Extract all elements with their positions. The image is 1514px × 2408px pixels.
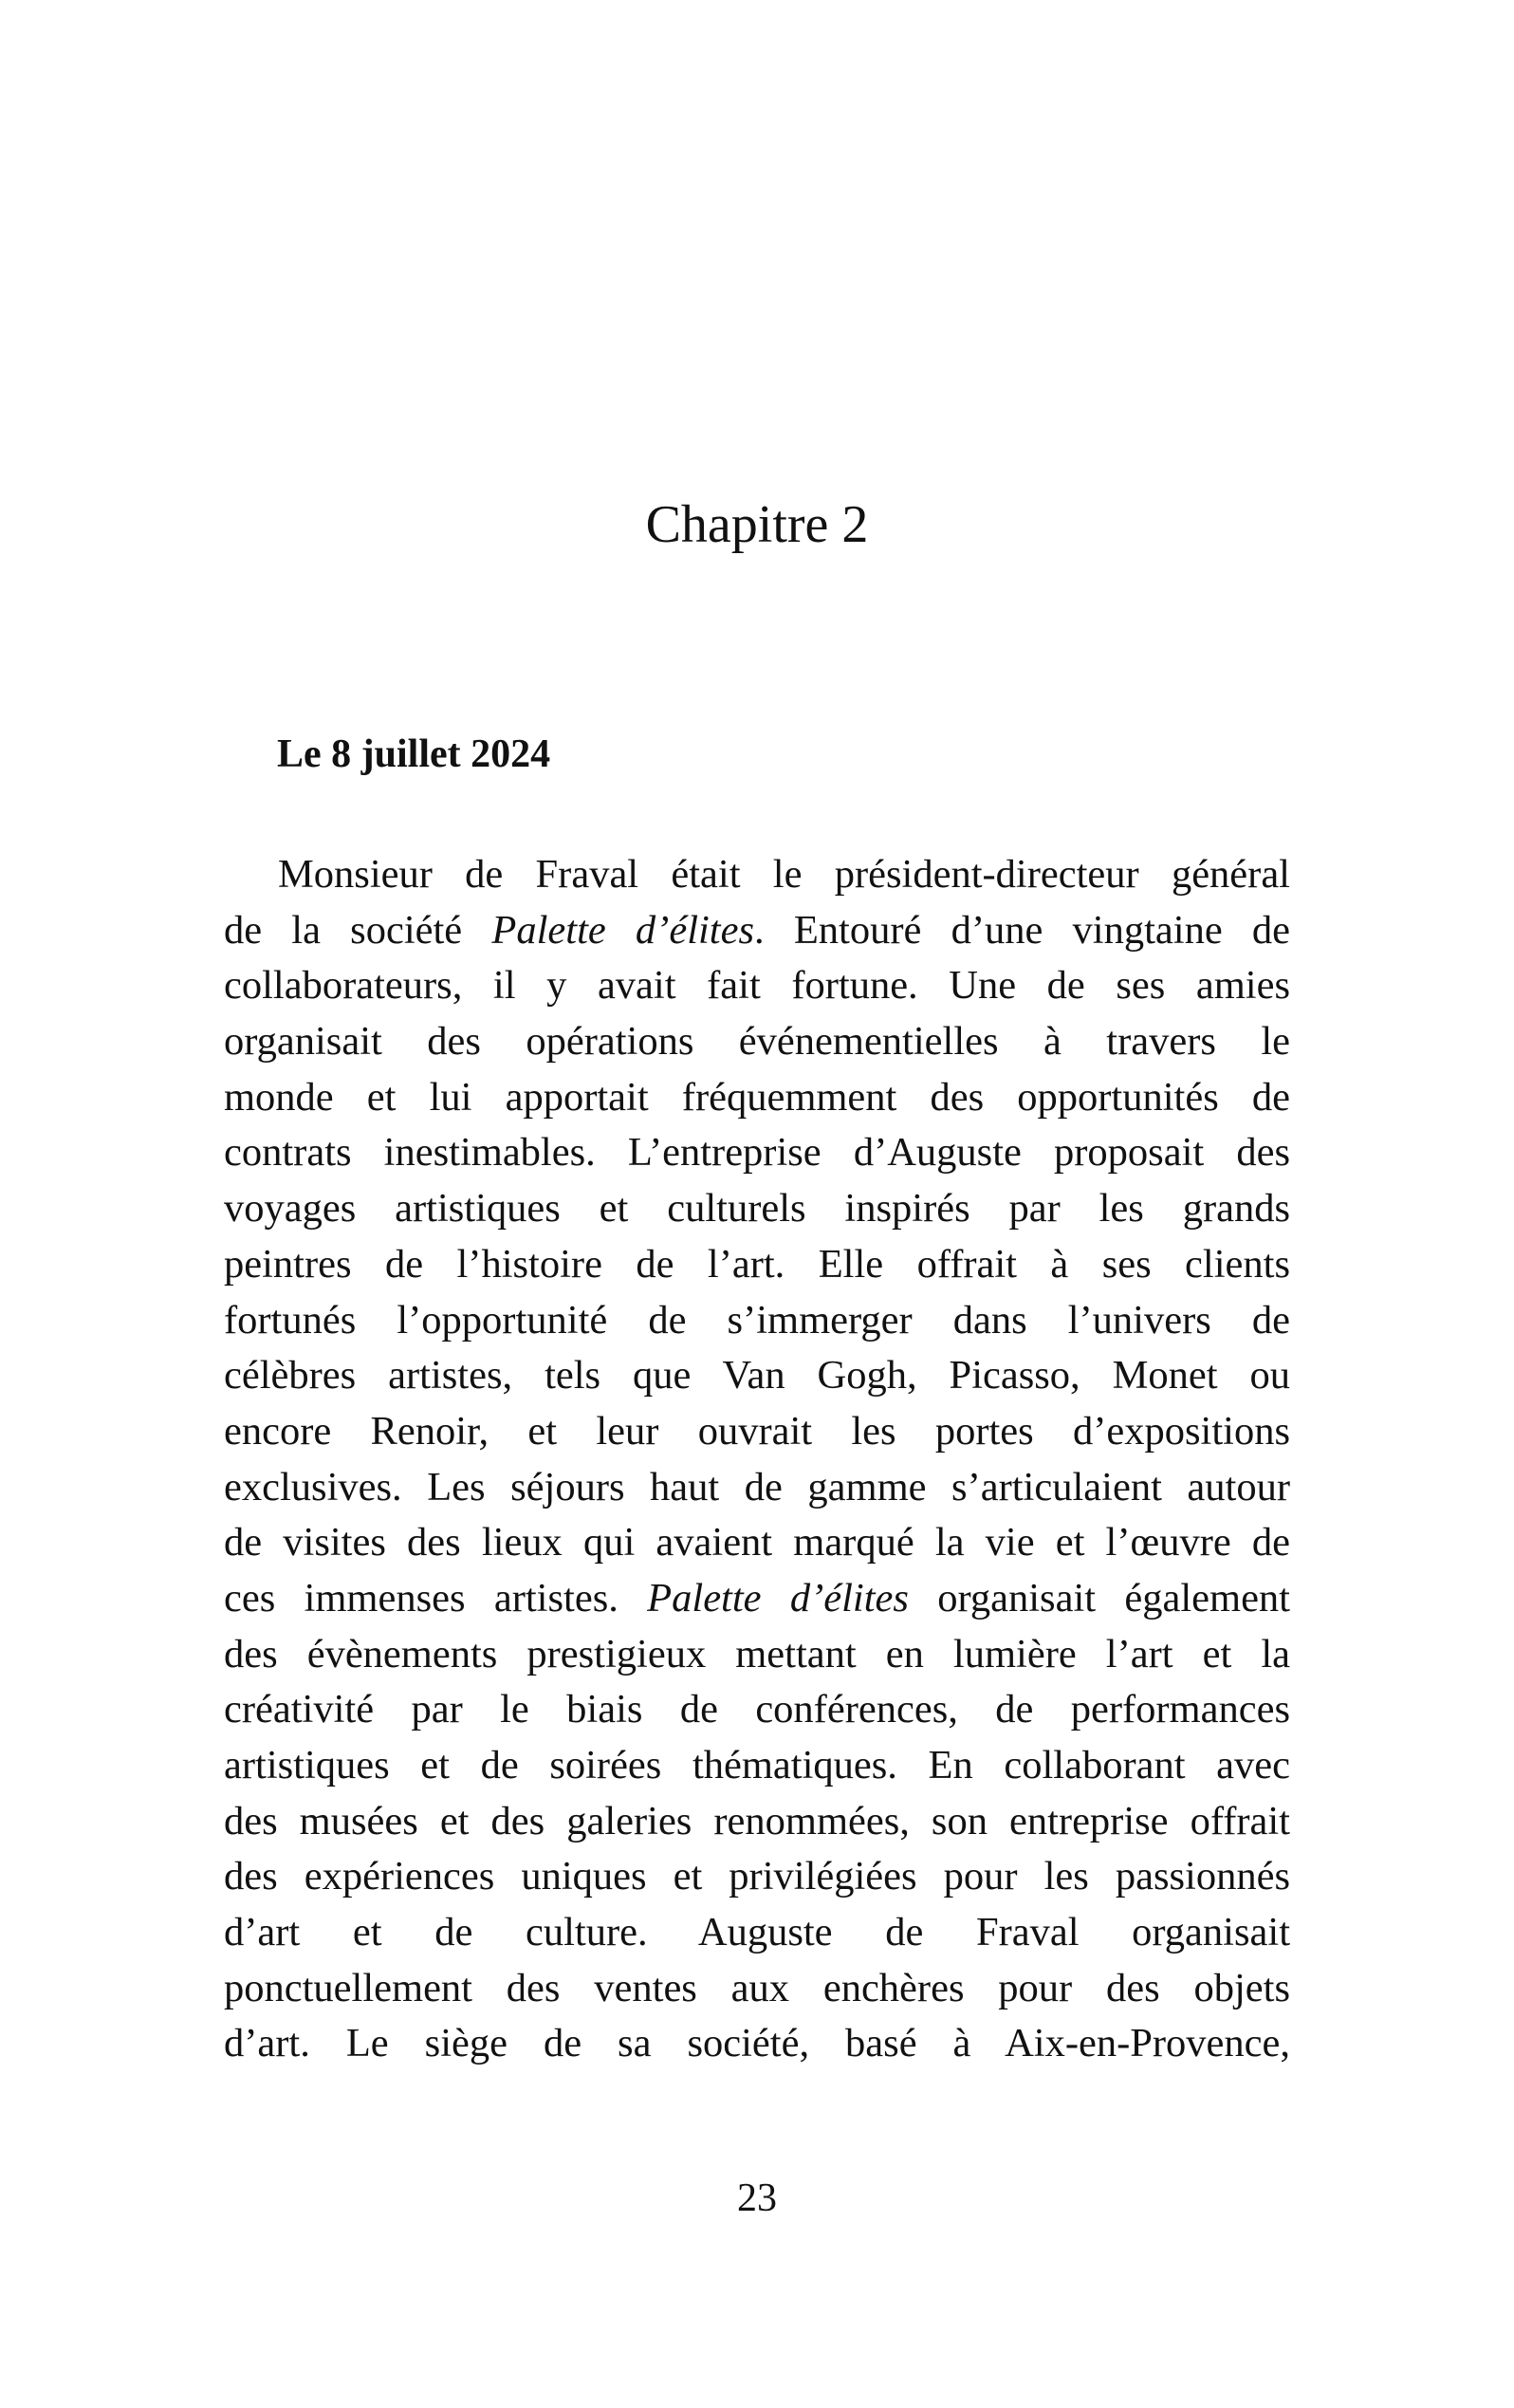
line-text: fortunés l’opportunité de s’immerger dans l’univers de	[224, 1297, 1290, 1343]
page-number: 23	[737, 2176, 777, 2220]
paragraph-line	[224, 1682, 1290, 1738]
paragraph-line	[224, 1293, 1290, 1349]
paragraph-line	[224, 903, 1290, 959]
paragraph-line	[224, 1738, 1290, 1794]
line-text: des expériences uniques et privilégiées pour les passionnés	[224, 1854, 1290, 1899]
paragraph-line	[224, 1404, 1290, 1460]
italic-company-name: Palette d’élites	[491, 907, 755, 953]
line-text: de visites des lieux qui avaient marqué la vie et l’œuvre de	[224, 1520, 1290, 1565]
line-text: collaborateurs, il y avait fait fortune. Une de ses amies	[224, 963, 1290, 1009]
paragraph-line	[224, 1961, 1290, 2017]
paragraph-line	[224, 1237, 1290, 1293]
line-text: des évènements prestigieux mettant en lumière l’art et la	[224, 1631, 1290, 1676]
paragraph-line	[224, 2016, 1290, 2072]
line-text: encore Renoir, et leur ouvrait les portes d’expositions	[224, 1408, 1290, 1454]
line-text: de la société	[224, 907, 492, 953]
paragraph-line	[224, 1849, 1290, 1905]
line-text: peintres de l’histoire de l’art. Elle offrait à ses clients	[224, 1241, 1290, 1287]
italic-company-name: Palette d’élites	[647, 1575, 909, 1621]
line-text: monde et lui apportait fréquemment des opportunités de	[224, 1074, 1290, 1120]
line-text: contrats inestimables. L’entreprise d’Auguste proposait des	[224, 1130, 1290, 1176]
paragraph-line	[224, 847, 1290, 903]
line-text: des musées et des galeries renommées, son entreprise offrait	[224, 1798, 1290, 1843]
chapter-title: Chapitre 2	[645, 495, 869, 554]
line-text: artistiques et de soirées thématiques. En collaborant avec	[224, 1743, 1290, 1787]
line-text: organisait également	[908, 1575, 1290, 1621]
line-text: voyages artistiques et culturels inspirés par les grands	[224, 1186, 1290, 1232]
paragraph-line	[224, 1070, 1290, 1126]
body-paragraph	[224, 847, 1290, 2072]
paragraph-line	[224, 1627, 1290, 1683]
paragraph-line	[224, 958, 1290, 1014]
line-text: exclusives. Les séjours haut de gamme s’articulaient autour	[224, 1464, 1290, 1510]
line-text: célèbres artistes, tels que Van Gogh, Picasso, Monet ou	[224, 1353, 1290, 1398]
line-text: . Entouré d’une vingtaine de	[754, 907, 1290, 953]
paragraph-line	[224, 1125, 1290, 1181]
paragraph-line	[224, 1181, 1290, 1237]
paragraph-line	[224, 1571, 1290, 1627]
paragraph-line	[224, 1460, 1290, 1516]
line-text: créativité par le biais de conférences, de performances	[224, 1687, 1290, 1732]
line-text: d’art. Le siège de sa société, basé à Aix-en-Provence,	[224, 2021, 1290, 2066]
line-text: d’art et de culture. Auguste de Fraval organisait	[224, 1910, 1290, 1955]
line-text: organisait des opérations événementielles à travers le	[224, 1019, 1290, 1065]
line-text: ponctuellement des ventes aux enchères pour des objets	[224, 1965, 1290, 2010]
paragraph-line	[224, 1014, 1290, 1070]
line-text: Monsieur de Fraval était le président-directeur général	[278, 852, 1290, 897]
paragraph-line	[224, 1905, 1290, 1961]
paragraph-line	[224, 1515, 1290, 1571]
paragraph-line	[224, 1348, 1290, 1404]
section-date-heading: Le 8 juillet 2024	[277, 732, 551, 776]
paragraph-line	[224, 1794, 1290, 1850]
line-text: ces immenses artistes.	[224, 1575, 648, 1621]
